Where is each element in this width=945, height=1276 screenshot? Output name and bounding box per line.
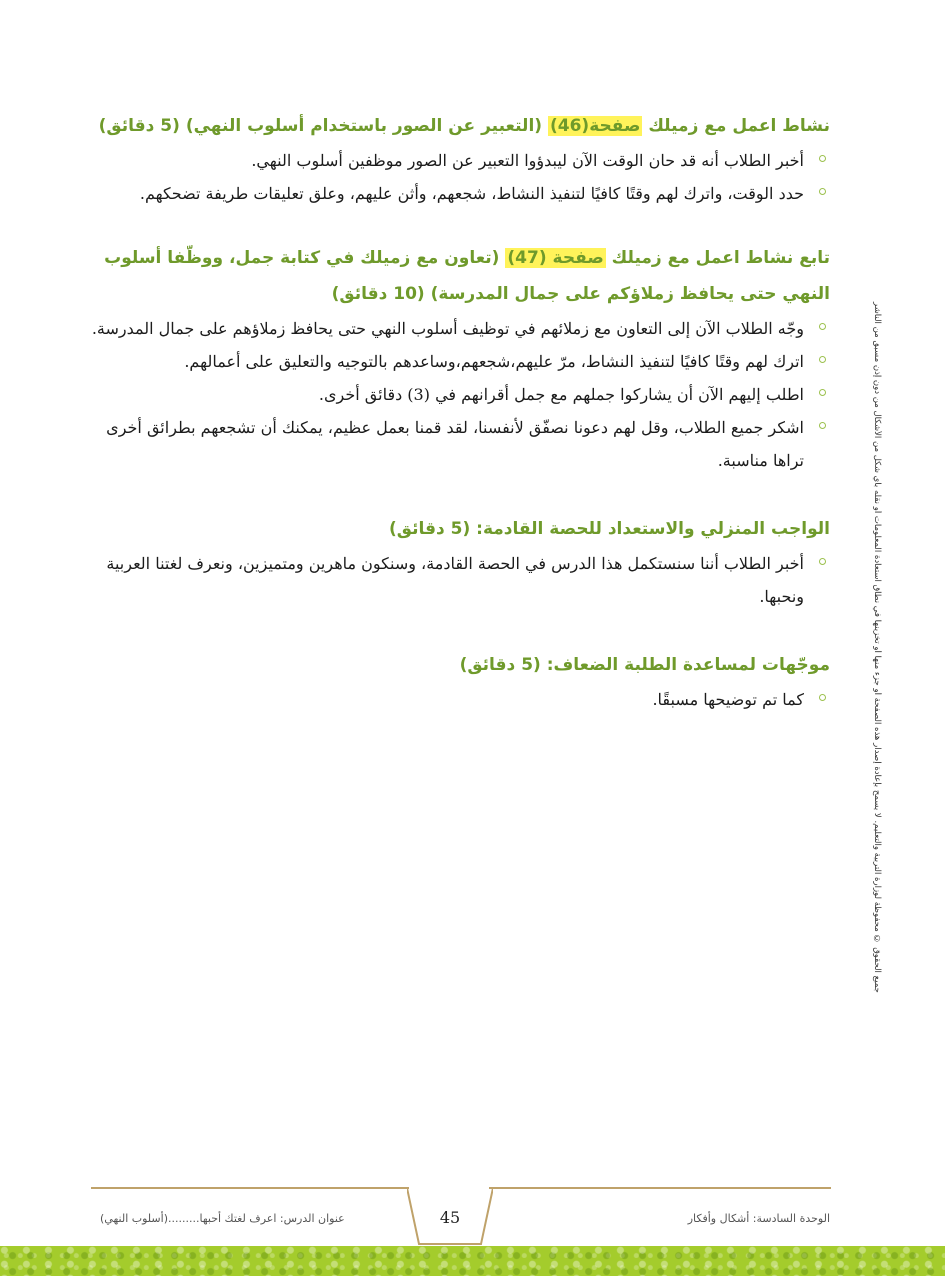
bullet-list [90, 144, 830, 210]
list-item-text: أخبر الطلاب أننا سنستكمل هذا الدرس في الحصة القادمة، وسنكون ماهرين ومتميزين، ونعرف لغتنا العربية ونحبها. [106, 554, 804, 606]
page-number: 45 [439, 1208, 461, 1227]
section-heading-homework [90, 511, 830, 547]
list-item [90, 312, 830, 345]
list-item-text: اشكر جميع الطلاب، وقل لهم دعونا نصفّق لأنفسنا، لقد قمنا بعمل عظيم، يمكنك أن تشجعهم بطرائق أخرى تراها مناسبة. [106, 418, 804, 470]
list-item-text: كما تم توضيحها مسبقًا. [652, 690, 804, 709]
footer-lesson-title: عنوان الدرس: اعرف لغتك أحبها.........(أسلوب النهي) [100, 1212, 345, 1225]
footer-divider-left [91, 1187, 409, 1189]
page-content [90, 108, 830, 716]
list-item-text: اطلب إليهم الآن أن يشاركوا جملهم مع جمل أقرانهم في (3) دقائق أخرى. [318, 385, 804, 404]
bullet-list [90, 547, 830, 613]
list-item [90, 345, 830, 378]
heading-text: الواجب المنزلي والاستعداد للحصة القادمة: (5 دقائق) [389, 519, 830, 539]
decorative-bottom-band [0, 1246, 945, 1276]
copyright-side-note: جميع الحقوق © محفوظة لوزارة التربية والتعليم. لا يسمح بإعادة إصدار هذه الصفحة أو جزء منها أو تخزينها في نطاق استعادة المعلومات أو نقله بأي شكل من الأشكال من دون إذن مسبق من الناشر [872, 301, 882, 993]
bullet-circle-icon [819, 422, 826, 429]
list-item [90, 177, 830, 210]
page-reference-highlight: صفحة(46) [549, 116, 641, 136]
list-item-text: أخبر الطلاب أنه قد حان الوقت الآن ليبدؤوا التعبير عن الصور موظفين أسلوب النهي. [251, 151, 804, 170]
list-item [90, 683, 830, 716]
bullet-list [90, 312, 830, 477]
heading-text: (التعبير عن الصور باستخدام أسلوب النهي) (5 دقائق) [98, 116, 548, 136]
bullet-circle-icon [819, 694, 826, 701]
list-item-text: وجّه الطلاب الآن إلى التعاون مع زملائهم في توظيف أسلوب النهي حتى يحافظ زملاؤهم على جمال المدرسة. [91, 319, 804, 338]
list-item-text: حدد الوقت، واترك لهم وقتًا كافيًا لتنفيذ النشاط، شجعهم، وأثن عليهم، وعلق تعليقات طريفة تضحكهم. [139, 184, 804, 203]
bullet-circle-icon [819, 356, 826, 363]
bullet-circle-icon [819, 155, 826, 162]
list-item [90, 547, 830, 613]
bullet-circle-icon [819, 188, 826, 195]
section-heading-pair-activity-46 [90, 108, 830, 144]
list-item [90, 378, 830, 411]
heading-text: موجّهات لمساعدة الطلبة الضعاف: (5 دقائق) [459, 655, 830, 675]
bullet-list [90, 683, 830, 716]
list-item-text: اترك لهم وقتًا كافيًا لتنفيذ النشاط، مرّ عليهم،شجعهم،وساعدهم بالتوجيه والتعليق على أعمالهم. [184, 352, 804, 371]
footer-unit-title: الوحدة السادسة: أشكال وأفكار [687, 1212, 830, 1225]
heading-text: تابع نشاط اعمل مع زميلك [605, 248, 830, 268]
bullet-circle-icon [819, 323, 826, 330]
list-item [90, 411, 830, 477]
bullet-circle-icon [819, 558, 826, 565]
bullet-circle-icon [819, 389, 826, 396]
page-reference-highlight: صفحة (47) [507, 248, 604, 268]
section-heading-pair-activity-47 [90, 240, 830, 312]
footer-divider-right [489, 1187, 831, 1189]
heading-text: نشاط اعمل مع زميلك [642, 116, 830, 136]
list-item [90, 144, 830, 177]
heading-text: (تعاون مع زميلك في كتابة جمل، ووظّفا أسلوب النهي حتى يحافظ زملاؤكم على جمال المدرسة) (10 دقائق) [104, 248, 830, 304]
section-heading-weak-students [90, 647, 830, 683]
